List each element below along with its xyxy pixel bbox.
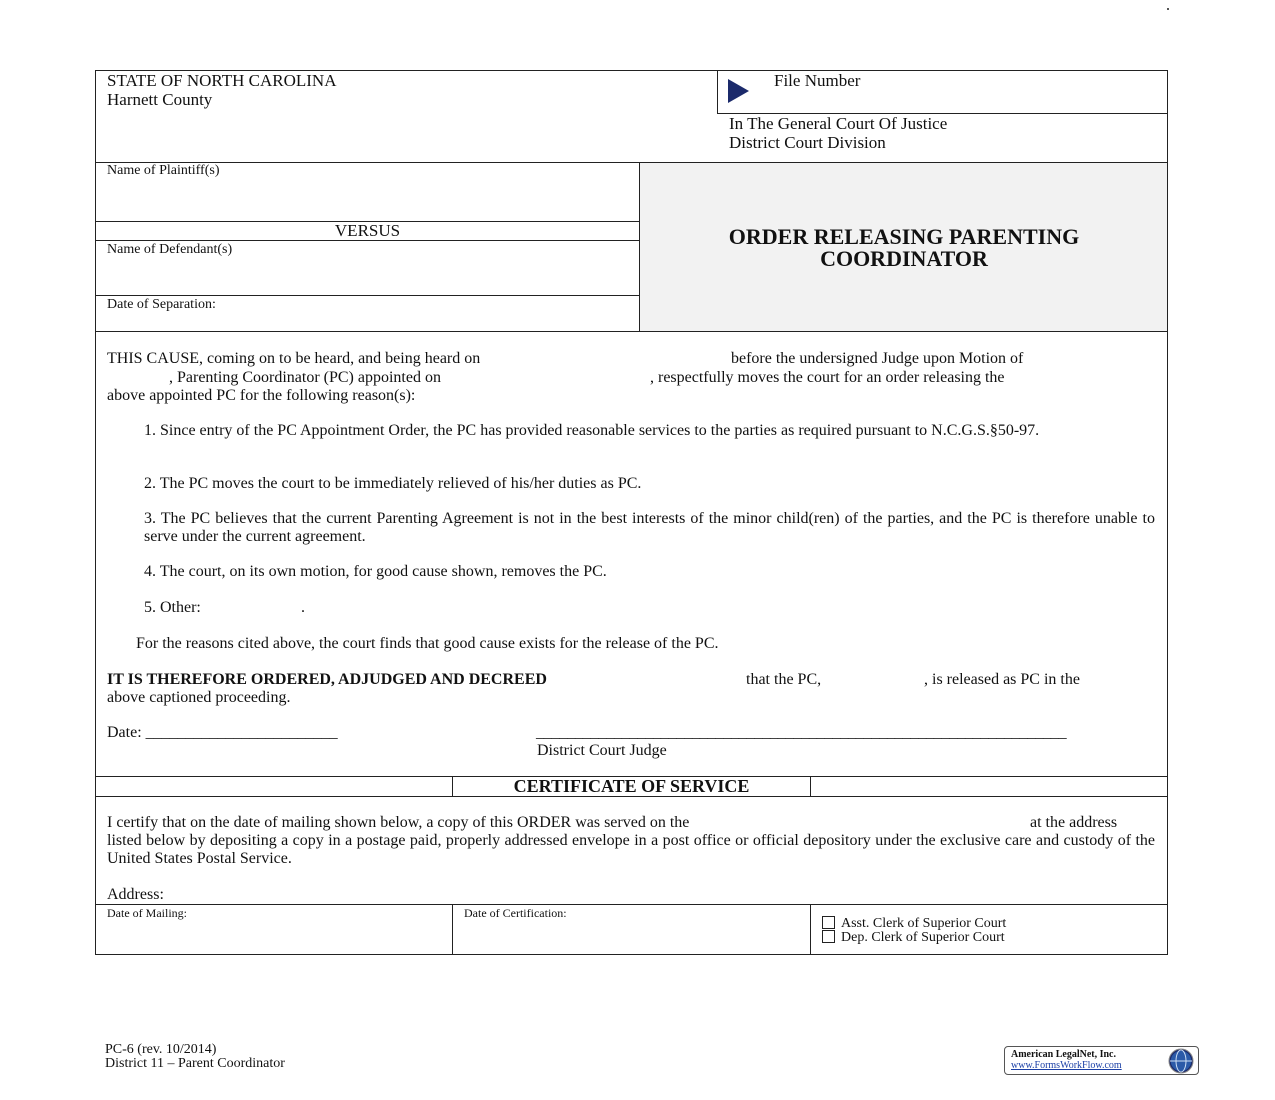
asst-clerk-checkbox[interactable] [822, 916, 835, 929]
county-name: Harnett County [107, 90, 213, 109]
caption-divider [639, 162, 640, 332]
mailing-date-label: Date of Mailing: [107, 906, 187, 920]
order-text-a: that the PC, [746, 671, 822, 688]
page-speck [1167, 8, 1169, 10]
mailing-divider [452, 904, 453, 955]
court-line-1: In The General Court Of Justice [729, 114, 948, 133]
document-title-line-1: ORDER RELEASING PARENTING [728, 224, 1080, 249]
caption-bottom-rule [95, 331, 1168, 332]
intro-part-c: , Parenting Coordinator (PC) appointed on [169, 369, 441, 386]
reason-2: 2. The PC moves the court to be immediately relieved of his/her duties as PC. [144, 475, 642, 492]
certification-date-label: Date of Certification: [464, 906, 567, 920]
reason-3: 3. The PC believes that the current Parenting Agreement is not in the best interests of the minor child(ren) of the parties, and the PC is therefore unable to serve under the current agreement. [144, 510, 1155, 545]
reason-4: 4. The court, on its own motion, for good cause shown, removes the PC. [144, 563, 607, 580]
file-arrow-icon [727, 79, 751, 103]
dep-clerk-label: Dep. Clerk of Superior Court [841, 930, 1005, 945]
form-id: PC-6 (rev. 10/2014) [105, 1042, 217, 1057]
address-rule [95, 904, 1168, 905]
asst-clerk-label: Asst. Clerk of Superior Court [841, 916, 1007, 931]
file-number-label: File Number [774, 71, 861, 90]
certificate-text-b: at the address [1030, 814, 1118, 831]
vendor-badge[interactable] [1004, 1046, 1199, 1075]
defendant-label: Name of Defendant(s) [107, 242, 233, 257]
order-text-b: , is released as PC in the [924, 671, 1080, 688]
plaintiff-label: Name of Plaintiff(s) [107, 163, 220, 178]
intro-part-a: THIS CAUSE, coming on to be heard, and being heard on [107, 350, 481, 367]
certificate-text-c: listed below by depositing a copy in a postage paid, properly addressed envelope in a post office or official depository under the exclusive care and custody of the United States Postal Service. [107, 832, 1155, 867]
vendor-name: American LegalNet, Inc. [1011, 1049, 1116, 1060]
separation-label: Date of Separation: [107, 297, 216, 312]
date-line[interactable]: Date: ________________________ [107, 724, 338, 741]
reason-5-period: . [301, 599, 305, 616]
document-title-line-2: COORDINATOR [820, 246, 988, 271]
certificate-heading: CERTIFICATE OF SERVICE [513, 776, 750, 796]
state-name: STATE OF NORTH CAROLINA [107, 71, 337, 90]
order-decree-bold: IT IS THEREFORE ORDERED, ADJUDGED AND DECREED [107, 671, 547, 688]
order-text-c: above captioned proceeding. [107, 689, 291, 706]
intro-part-b: before the undersigned Judge upon Motion of [731, 350, 1024, 367]
vendor-link[interactable]: www.FormsWorkFlow.com [1011, 1060, 1122, 1071]
reason-5-label: 5. Other: [144, 599, 201, 616]
dep-clerk-checkbox[interactable] [822, 930, 835, 943]
judge-signature-line[interactable]: ____________________________________________________________________ [536, 724, 1067, 741]
certification-divider [810, 904, 811, 955]
heading-box-right [810, 776, 811, 797]
finding-text: For the reasons cited above, the court finds that good cause exists for the release of the PC. [136, 635, 719, 652]
reason-1: 1. Since entry of the PC Appointment Order, the PC has provided reasonable services to the parties as required pursuant to N.C.G.S.§50-97. [144, 422, 1040, 439]
district-label: District 11 – Parent Coordinator [105, 1056, 285, 1071]
versus-label: VERSUS [334, 221, 401, 240]
judge-label: District Court Judge [537, 742, 667, 759]
frame-right [1167, 70, 1168, 955]
frame-bottom [95, 954, 1168, 955]
intro-part-e: above appointed PC for the following reason(s): [107, 387, 416, 404]
intro-part-d: , respectfully moves the court for an order releasing the [650, 369, 1005, 386]
certificate-text-a: I certify that on the date of mailing shown below, a copy of this ORDER was served on the [107, 814, 690, 831]
address-label: Address: [107, 886, 164, 903]
dep-clerk-option[interactable] [822, 929, 1005, 947]
court-line-2: District Court Division [729, 133, 886, 152]
globe-logo-icon [1168, 1048, 1194, 1074]
file-box-left [717, 70, 718, 114]
frame-left [95, 70, 96, 955]
certificate-heading-rule [95, 796, 1168, 797]
